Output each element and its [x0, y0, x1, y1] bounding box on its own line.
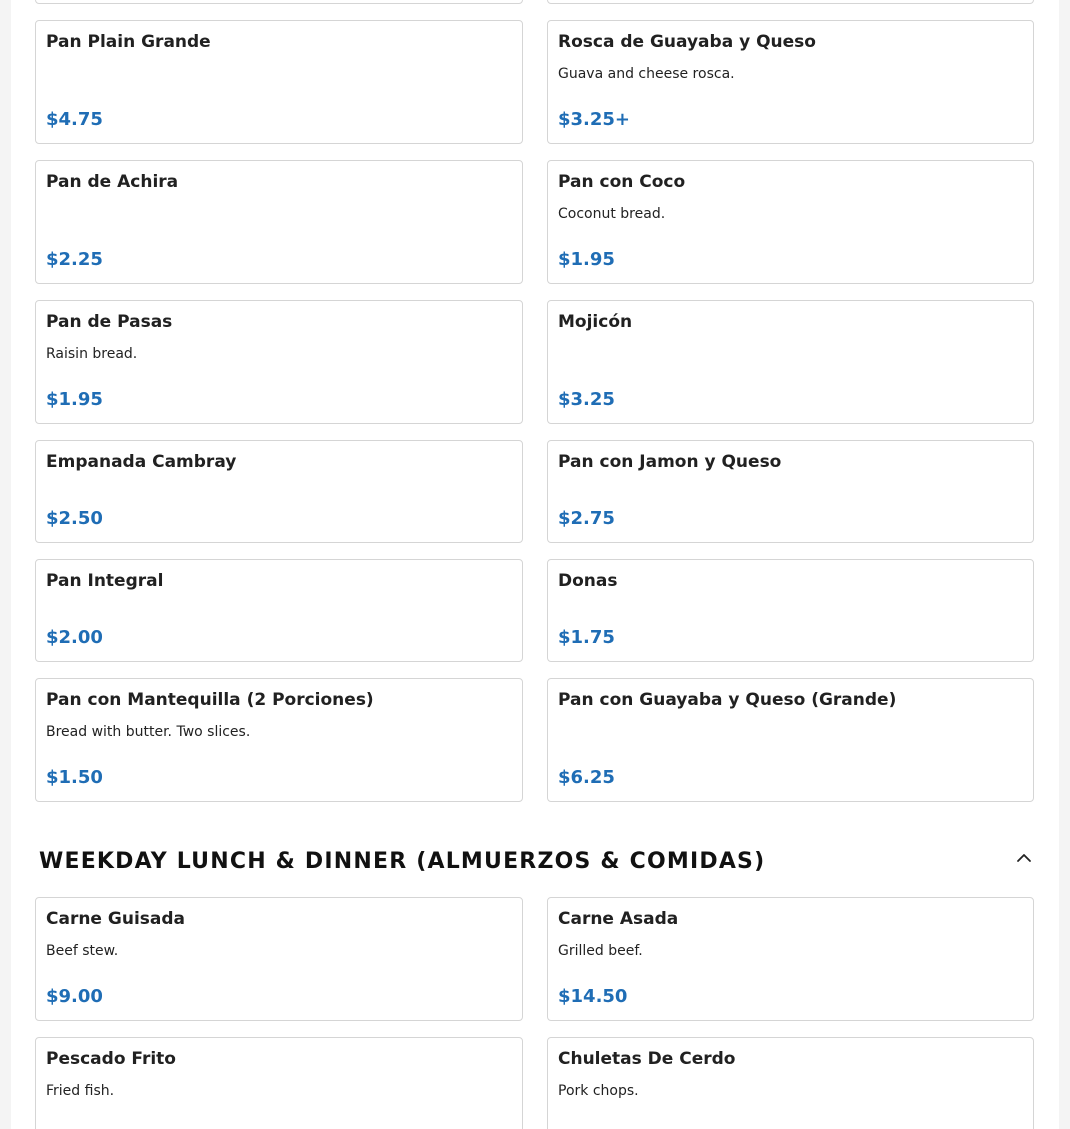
- item-description: Beef stew.: [46, 943, 119, 959]
- item-name: Pan con Guayaba y Queso (Grande): [558, 690, 897, 710]
- item-name: Pan con Mantequilla (2 Porciones): [46, 690, 374, 710]
- menu-page: [11, 0, 1059, 1129]
- item-price: $6.25: [558, 767, 615, 788]
- item-description: Guava and cheese rosca.: [558, 66, 735, 82]
- menu-item-card[interactable]: [35, 678, 523, 802]
- item-price: $2.00: [46, 627, 103, 648]
- menu-item-card[interactable]: [35, 559, 523, 662]
- item-price: $2.25: [46, 249, 103, 270]
- menu-item-card[interactable]: [547, 20, 1034, 144]
- menu-item-card[interactable]: [547, 1037, 1034, 1129]
- menu-item-card[interactable]: [35, 1037, 523, 1129]
- item-name: Pan de Pasas: [46, 312, 173, 332]
- item-price: $1.95: [46, 389, 103, 410]
- menu-item-card[interactable]: [547, 897, 1034, 1021]
- item-price: $2.50: [46, 508, 103, 529]
- item-price: $4.75: [46, 109, 103, 130]
- item-price: $1.50: [46, 767, 103, 788]
- menu-item-card[interactable]: [35, 897, 523, 1021]
- item-description: Raisin bread.: [46, 346, 138, 362]
- item-name: Pan con Jamon y Queso: [558, 452, 782, 472]
- menu-item-card[interactable]: [35, 160, 523, 284]
- item-price: $3.25+: [558, 109, 631, 130]
- menu-item-card[interactable]: [35, 440, 523, 543]
- item-name: Carne Guisada: [46, 909, 185, 929]
- item-price: $2.75: [558, 508, 615, 529]
- menu-item-card[interactable]: [35, 300, 523, 424]
- item-name: Pan Plain Grande: [46, 32, 211, 52]
- item-name: Empanada Cambray: [46, 452, 237, 472]
- menu-item-card[interactable]: [547, 559, 1034, 662]
- lunch-items-grid: [35, 897, 1034, 1129]
- item-name: Rosca de Guayaba y Queso: [558, 32, 816, 52]
- menu-item-card[interactable]: [35, 0, 523, 4]
- item-description: Fried fish.: [46, 1083, 115, 1099]
- item-name: Donas: [558, 571, 618, 591]
- section-title: WEEKDAY LUNCH & DINNER (ALMUERZOS & COMIDAS): [39, 849, 766, 874]
- section-header-weekday-lunch-dinner[interactable]: [39, 844, 1034, 880]
- item-name: Pescado Frito: [46, 1049, 176, 1069]
- chevron-up-icon[interactable]: [1014, 848, 1034, 868]
- item-name: Pan Integral: [46, 571, 164, 591]
- item-price: $1.75: [558, 627, 615, 648]
- menu-item-card[interactable]: [547, 440, 1034, 543]
- item-name: Chuletas De Cerdo: [558, 1049, 736, 1069]
- item-name: Carne Asada: [558, 909, 679, 929]
- menu-item-card[interactable]: [547, 678, 1034, 802]
- item-price: $14.50: [558, 986, 628, 1007]
- menu-item-card[interactable]: [547, 0, 1034, 4]
- item-name: Pan con Coco: [558, 172, 686, 192]
- item-description: Grilled beef.: [558, 943, 643, 959]
- item-name: Mojicón: [558, 312, 633, 332]
- item-description: Pork chops.: [558, 1083, 639, 1099]
- bakery-items-grid: [35, 0, 1034, 802]
- menu-item-card[interactable]: [35, 20, 523, 144]
- item-name: Pan de Achira: [46, 172, 179, 192]
- menu-item-card[interactable]: [547, 300, 1034, 424]
- item-description: Coconut bread.: [558, 206, 666, 222]
- item-price: $9.00: [46, 986, 103, 1007]
- item-price: $3.25: [558, 389, 615, 410]
- menu-item-card[interactable]: [547, 160, 1034, 284]
- item-price: $1.95: [558, 249, 615, 270]
- item-description: Bread with butter. Two slices.: [46, 724, 251, 740]
